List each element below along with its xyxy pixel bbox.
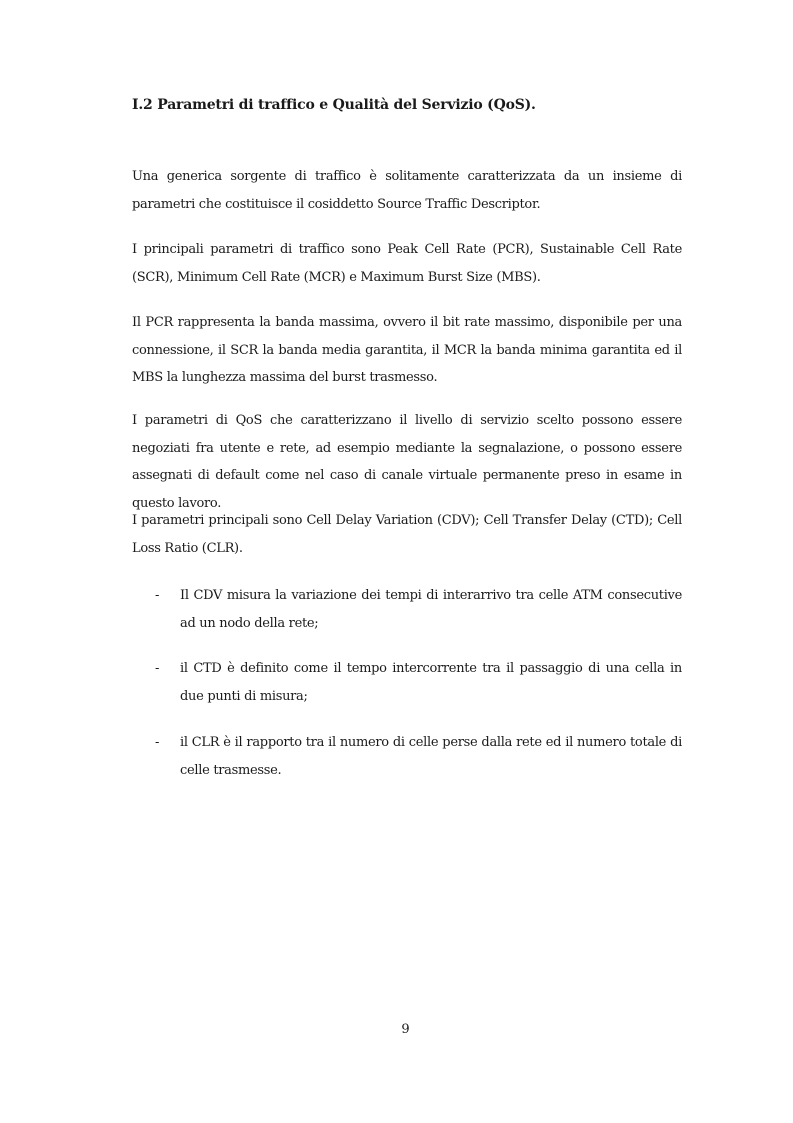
- paragraph-traffic-parameters: I principali parametri di traffico sono Peak Cell Rate (PCR), Sustainable Cell Rate (SCR), Minimum Cell Rate (MCR) e Maximum Burst Size (MBS).: [132, 242, 682, 285]
- page-number: 9: [401, 1022, 410, 1037]
- paragraph-pcr-definition: Il PCR rappresenta la banda massima, ovvero il bit rate massimo, disponibile per una connessione, il SCR la banda media garantita, il MCR la banda minima garantita ed il MBS la lunghezza massima del burst trasmesso.: [132, 315, 682, 385]
- paragraph-qos-parameters: I parametri principali sono Cell Delay Variation (CDV); Cell Transfer Delay (CTD); Cell Loss Ratio (CLR).: [132, 513, 682, 556]
- section-heading: I.2 Parametri di traffico e Qualità del Servizio (QoS).: [132, 97, 536, 113]
- list-item-clr: il CLR è il rapporto tra il numero di celle perse dalla rete ed il numero totale di celle trasmesse.: [180, 735, 682, 778]
- list-item-ctd: il CTD è definito come il tempo intercorrente tra il passaggio di una cella in due punti di misura;: [180, 661, 682, 704]
- paragraph-qos-negotiation: I parametri di QoS che caratterizzano il livello di servizio scelto possono essere negoziati fra utente e rete, ad esempio mediante la segnalazione, o possono essere assegnati di default come nel caso di canale virtuale permanente preso in esame in questo lavoro.: [132, 413, 682, 511]
- bullet-dash: -: [155, 735, 160, 750]
- bullet-dash: -: [155, 661, 160, 676]
- paragraph-source-traffic-descriptor: Una generica sorgente di traffico è solitamente caratterizzata da un insieme di parametri che costituisce il cosiddetto Source Traffic Descriptor.: [132, 169, 682, 212]
- bullet-dash: -: [155, 588, 160, 603]
- list-item-cdv: Il CDV misura la variazione dei tempi di interarrivo tra celle ATM consecutive ad un nodo della rete;: [180, 588, 682, 631]
